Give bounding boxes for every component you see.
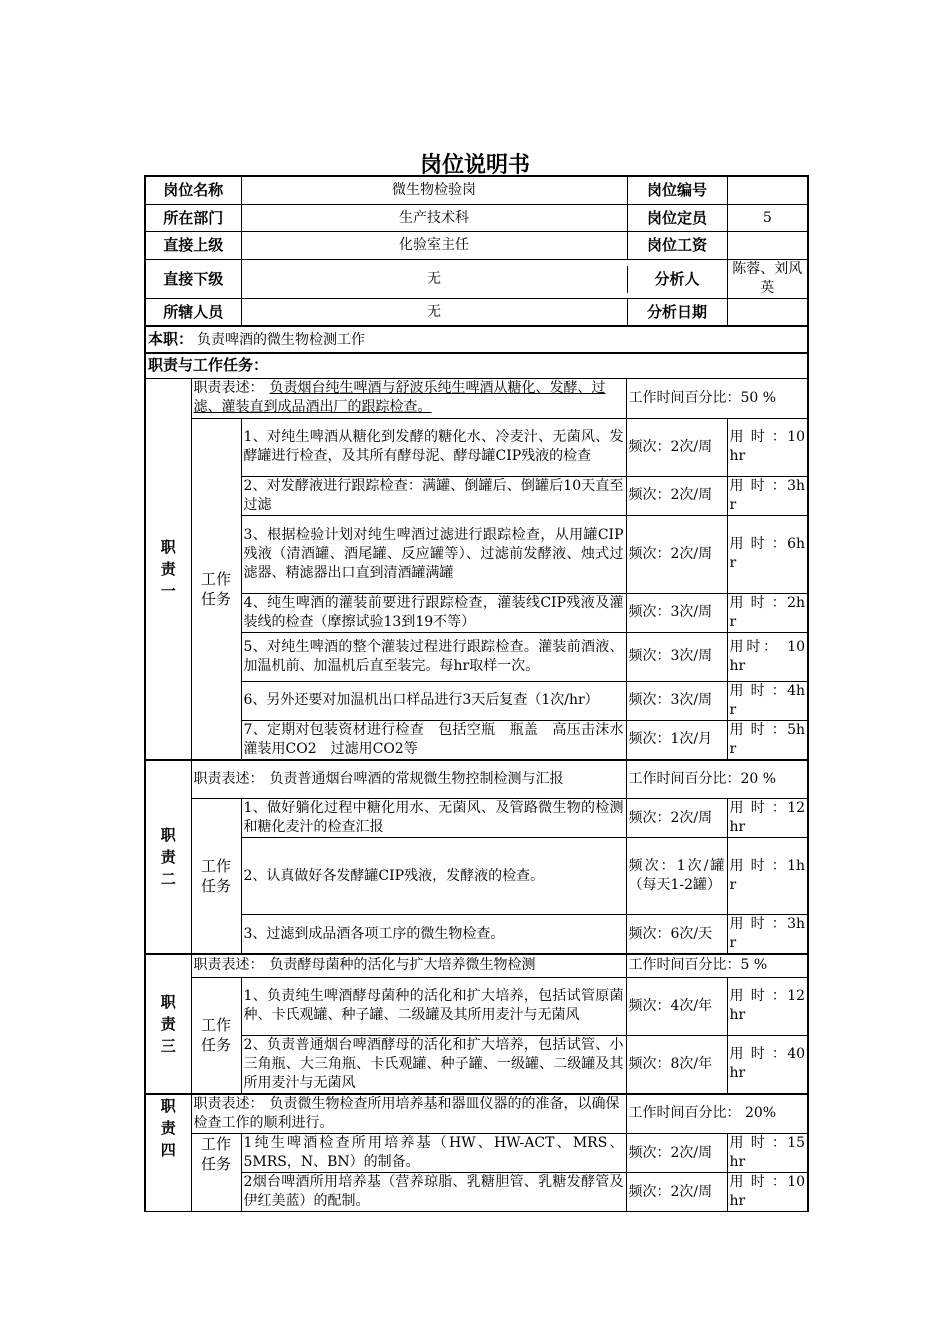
field-value: 陈蓉、刘风英 <box>727 260 808 299</box>
field-pair <box>241 232 727 260</box>
desc-text: 负责微生物检查所用培养基和器皿仪器的的准备，以确保检查工作的顺利进行。 <box>193 1095 620 1131</box>
task-text: 1、负责纯生啤酒酵母菌种的活化和扩大培养，包括试管原菌种、卡氏观罐、种子罐、二级罐及其所用麦汁与无菌风 <box>241 977 626 1035</box>
desc-text: 负责酵母菌种的活化与扩大培养微生物检测 <box>269 957 536 974</box>
summary-text: 负责啤酒的微生物检测工作 <box>197 331 366 348</box>
task-row <box>145 799 808 838</box>
field-value: 无 <box>242 299 628 325</box>
task-label-text: 工作任务 <box>200 1135 231 1173</box>
duty-desc-row <box>145 378 808 418</box>
duty-desc-row <box>145 1094 808 1134</box>
task-text: 2、认真做好各发酵罐CIP残液，发酵液的检查。 <box>241 838 626 915</box>
task-time: 用 时 ：3hr <box>727 476 808 515</box>
task-time: 用 时 ：10hr <box>727 418 808 476</box>
time-percentage: 工作时间百分比： 20% <box>626 1094 808 1134</box>
task-text: 7、定期对包装资材进行检查 包括空瓶 瓶盖 高压击沫水 灌装用CO2 过滤用CO2等 <box>241 720 626 760</box>
task-label-text: 工作任务 <box>200 569 231 608</box>
field-label: 岗位工资 <box>647 236 708 254</box>
task-text: 3、根据检验计划对纯生啤酒过滤进行跟踪检查，从用罐CIP残液（清酒罐、酒尾罐、反应罐等）、过滤前发酵液、烛式过滤器、精滤器出口直到清酒罐满罐 <box>241 515 626 593</box>
task-time: 用 时 ：2hr <box>727 593 808 632</box>
task-label <box>191 418 241 760</box>
task-time: 用 时 ：15hr <box>727 1134 808 1173</box>
task-time: 用 时 ：12hr <box>727 799 808 838</box>
task-text: 2、负责普通烟台啤酒酵母的活化和扩大培养，包括试管、小三角瓶、大三角瓶、卡氏观罐、种子罐、一级罐、二级罐及其所用麦汁与无菌风 <box>241 1035 626 1094</box>
field-value <box>727 299 808 327</box>
field-pair <box>241 205 727 232</box>
task-row <box>145 1134 808 1173</box>
task-frequency: 频次：2次/周 <box>626 418 727 476</box>
field-label: 直接上级 <box>145 232 241 260</box>
task-time: 用 时 ：6hr <box>727 515 808 593</box>
task-frequency: 频次：3次/周 <box>626 593 727 632</box>
field-value: 无 <box>242 266 628 293</box>
task-row <box>145 593 808 632</box>
task-frequency: 频次：8次/年 <box>626 1035 727 1094</box>
time-percentage: 工作时间百分比：20 % <box>626 760 808 799</box>
basic-row <box>145 260 808 299</box>
task-row <box>145 418 808 476</box>
basic-row <box>145 299 808 327</box>
field-label: 所在部门 <box>145 205 241 232</box>
desc-text: 负责烟台纯生啤酒与舒波乐纯生啤酒从糖化、发酵、过滤、灌装直到成品酒出厂的跟踪检查。 <box>193 380 606 415</box>
task-row <box>145 1173 808 1212</box>
duty-name <box>145 1094 191 1212</box>
task-text: 2烟台啤酒所用培养基（营养琼脂、乳糖胆管、乳糖发酵管及伊红美蓝）的配制。 <box>241 1173 626 1212</box>
task-row <box>145 632 808 681</box>
duty-name-text: 职责二 <box>160 825 176 888</box>
task-frequency: 频次：2次/周 <box>626 476 727 515</box>
field-value: 化验室主任 <box>242 232 628 259</box>
field-value: 生产技术科 <box>242 205 628 231</box>
task-row <box>145 681 808 720</box>
duty-description <box>191 954 626 977</box>
task-text: 5、对纯生啤酒的整个灌装过程进行跟踪检查。灌装前酒液、加温机前、加温机后直至装完。每hr取样一次。 <box>241 632 626 681</box>
basic-row <box>145 176 808 205</box>
task-text: 1、做好躺化过程中糖化用水、无菌风、及管路微生物的检测和糖化麦汁的检查汇报 <box>241 799 626 838</box>
field-value: 5 <box>727 205 808 232</box>
task-row <box>145 915 808 955</box>
task-frequency: 频次：2次/周 <box>626 515 727 593</box>
duty-name-text: 职责三 <box>160 992 176 1055</box>
task-text: 1纯生啤酒检查所用培养基（HW、HW-ACT、MRS、5MRS，N、BN）的制备。 <box>241 1134 626 1173</box>
field-label: 分析日期 <box>647 303 708 321</box>
duty-desc-row <box>145 954 808 977</box>
time-percentage: 工作时间百分比：50 % <box>626 378 808 418</box>
task-label-text: 工作任务 <box>200 1016 231 1054</box>
duty-summary-row <box>145 326 808 353</box>
task-time: 用 时 ：4hr <box>727 681 808 720</box>
field-label: 岗位名称 <box>145 176 241 205</box>
desc-label: 职责表述： <box>193 770 264 787</box>
task-row <box>145 476 808 515</box>
task-time: 用 时 ：5hr <box>727 720 808 760</box>
field-value <box>727 176 808 205</box>
duty-name <box>145 954 191 1094</box>
task-frequency: 频次：2次/周 <box>626 799 727 838</box>
task-time: 用 时 ：12hr <box>727 977 808 1035</box>
duty-description <box>191 760 626 799</box>
field-pair <box>241 176 727 205</box>
field-value: 微生物检验岗 <box>242 177 628 204</box>
task-text: 6、另外还要对加温机出口样品进行3天后复查（1次/hr） <box>241 681 626 720</box>
desc-text: 负责普通烟台啤酒的常规微生物控制检测与汇报 <box>269 770 564 787</box>
task-label <box>191 799 241 955</box>
section-header-row <box>145 353 808 378</box>
task-frequency: 频次：1次/罐（每天1-2罐） <box>626 838 727 915</box>
basic-row <box>145 232 808 260</box>
task-text: 1、对纯生啤酒从糖化到发酵的糖化水、冷麦汁、无菌风、发酵罐进行检查，及其所有酵母泥、酵母罐CIP残液的检查 <box>241 418 626 476</box>
duty-name <box>145 760 191 955</box>
field-label: 直接下级 <box>145 260 241 299</box>
task-row <box>145 838 808 915</box>
task-time: 用 时 ：3hr <box>727 915 808 955</box>
duty-description <box>191 378 626 418</box>
task-time: 用 时 ：10hr <box>727 1173 808 1212</box>
task-row <box>145 515 808 593</box>
field-pair <box>241 260 727 299</box>
duty-name-text: 职责四 <box>160 1096 176 1159</box>
task-frequency: 频次：3次/周 <box>626 632 727 681</box>
field-pair <box>241 299 727 327</box>
desc-label: 职责表述： <box>193 957 264 974</box>
task-frequency: 频次：2次/周 <box>626 1173 727 1212</box>
task-frequency: 频次：2次/周 <box>626 1134 727 1173</box>
basic-row <box>145 205 808 232</box>
task-frequency: 频次：3次/周 <box>626 681 727 720</box>
section-title: 职责与工作任务： <box>145 353 808 378</box>
task-frequency: 频次：1次/月 <box>626 720 727 760</box>
field-label: 岗位编号 <box>647 181 708 199</box>
field-label: 分析人 <box>654 269 700 288</box>
task-time: 用 时 ：1hr <box>727 838 808 915</box>
task-text: 4、纯生啤酒的灌装前要进行跟踪检查，灌装线CIP残液及灌装线的检查（摩擦试验13到19不等） <box>241 593 626 632</box>
task-time: 用时： 10 hr <box>727 632 808 681</box>
task-frequency: 频次：4次/年 <box>626 977 727 1035</box>
desc-label: 职责表述： <box>193 1095 264 1112</box>
field-label: 岗位定员 <box>647 209 708 227</box>
field-value <box>727 232 808 260</box>
task-label <box>191 977 241 1094</box>
duty-desc-row <box>145 760 808 799</box>
task-row <box>145 720 808 760</box>
field-label: 所辖人员 <box>145 299 241 327</box>
task-label-text: 工作任务 <box>200 857 231 895</box>
task-time: 用 时 ：40hr <box>727 1035 808 1094</box>
duty-name <box>145 378 191 760</box>
desc-label: 职责表述： <box>193 380 264 396</box>
task-row <box>145 1035 808 1094</box>
time-percentage: 工作时间百分比：5 % <box>626 954 808 977</box>
task-text: 3、过滤到成品酒各项工序的微生物检查。 <box>241 915 626 955</box>
task-row <box>145 977 808 1035</box>
task-frequency: 频次：6次/天 <box>626 915 727 955</box>
duty-description <box>191 1094 626 1134</box>
duty-name-text: 职责一 <box>160 537 176 600</box>
task-text: 2、对发酵液进行跟踪检查：满罐、倒罐后、倒罐后10天直至过滤 <box>241 476 626 515</box>
summary-label: 本职： <box>148 329 194 348</box>
job-description-table <box>144 175 809 1212</box>
page-title: 岗位说明书 <box>419 153 530 178</box>
task-label <box>191 1134 241 1212</box>
